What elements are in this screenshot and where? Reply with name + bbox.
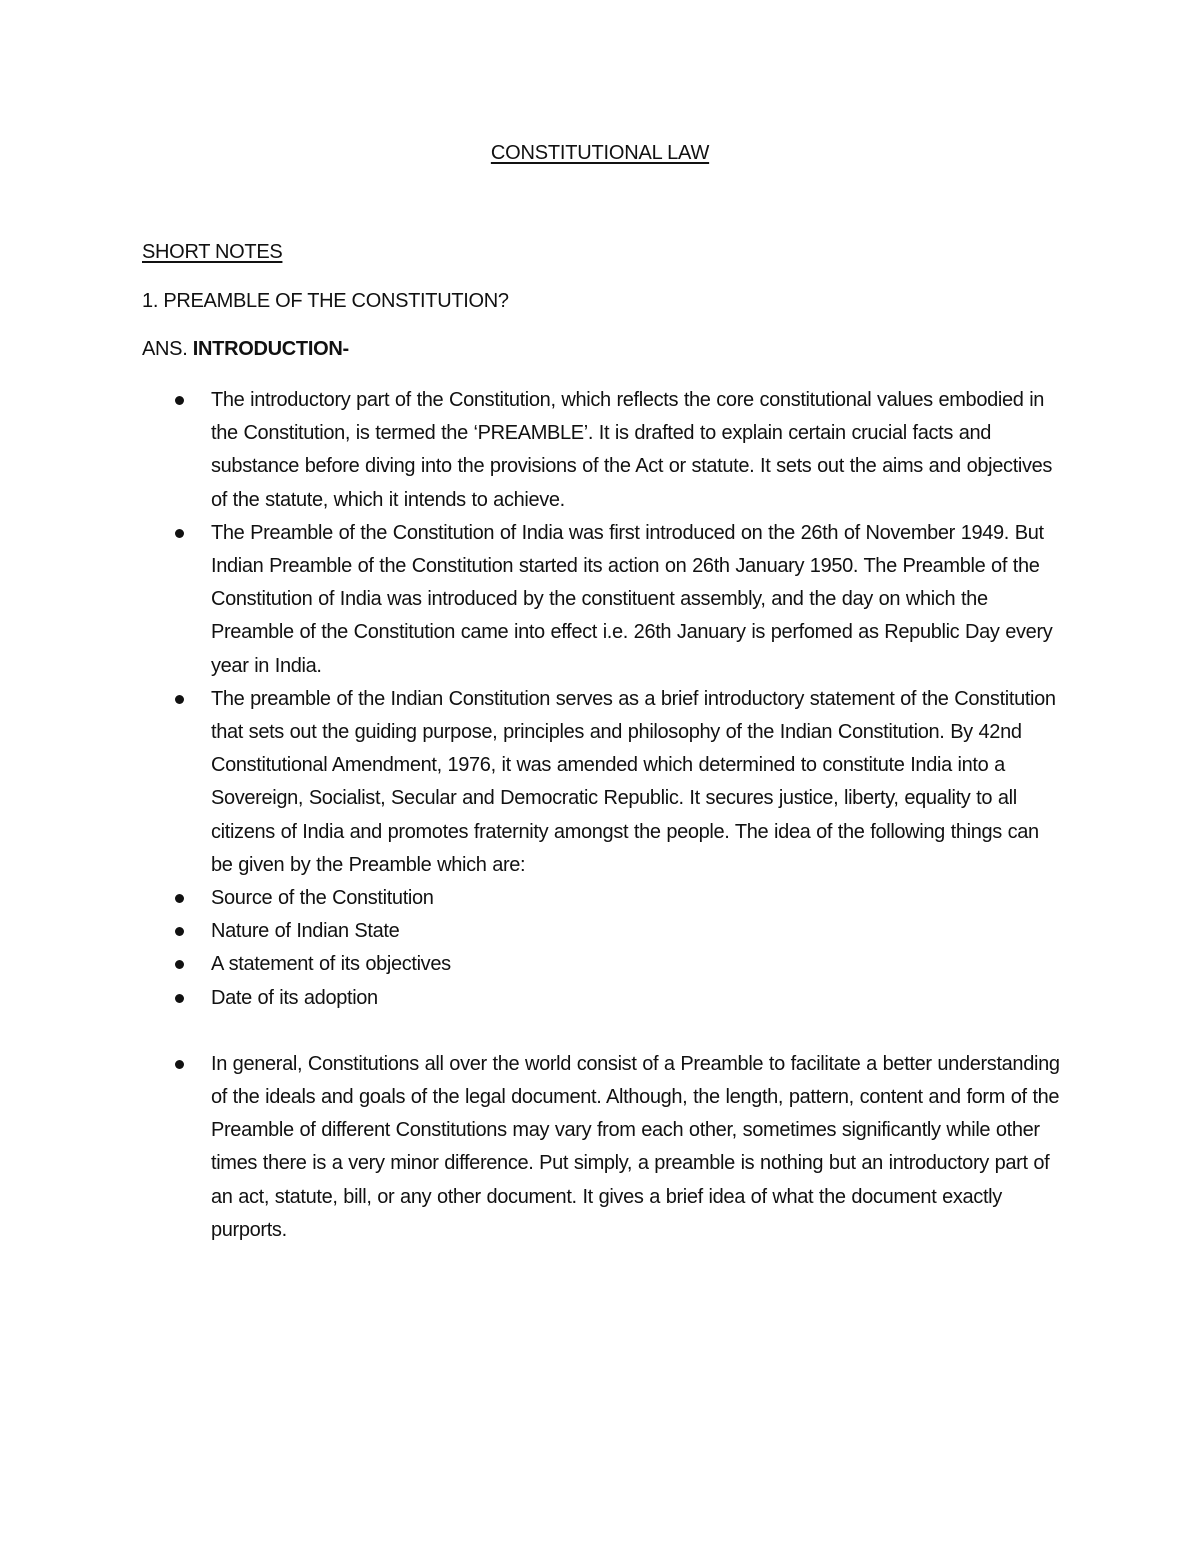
list-item xyxy=(0,882,1200,915)
list-item xyxy=(0,1048,1200,1247)
answer-prefix: ANS. xyxy=(142,338,193,360)
answer-line xyxy=(142,338,349,361)
bullet-icon xyxy=(175,1060,184,1069)
list-item xyxy=(0,948,1200,981)
answer-heading: INTRODUCTION- xyxy=(192,338,349,360)
paragraph-spacer xyxy=(0,1015,1200,1048)
list-item-text: The Preamble of the Constitution of India was first introduced on the 26th of November 1949. But Indian Preamble of the Constitution started its action on 26th January 1950. The Preamble of the Constitution of India was introduced by the constituent assembly, and the day on which the Preamble of the Constitution came into effect i.e. 26th January is perfomed as Republic Day every year in India. xyxy=(211,521,1053,677)
list-item-text: The preamble of the Indian Constitution serves as a brief introductory statement of the Constitution that sets out the guiding purpose, principles and philosophy of the Indian Constitution. By 42nd Constitutional Amendment, 1976, it was amended which determined to constitute India into a Sovereign, Socialist, Secular and Democratic Republic. It secures justice, liberty, equality to all citizens of India and promotes fraternity amongst the people. The idea of the following things can be given by the Preamble which are: xyxy=(211,687,1056,876)
bullet-list xyxy=(0,384,1200,1247)
list-item-text: The introductory part of the Constitution, which reflects the core constitutional values embodied in the Constitution, is termed the ‘PREAMBLE’. It is drafted to explain certain crucial facts and substance before diving into the provisions of the Act or statute. It sets out the aims and objectives of the statute, which it intends to achieve. xyxy=(211,389,1053,511)
document-title: CONSTITUTIONAL LAW xyxy=(490,142,710,164)
list-item xyxy=(0,683,1200,882)
list-item-text: In general, Constitutions all over the world consist of a Preamble to facilitate a better understanding of the ideals and goals of the legal document. Although, the length, pattern, content and form of the Preamble of different Constitutions may vary from each other, sometimes significantly while other times there is a very minor difference. Put simply, a preamble is nothing but an introductory part of an act, statute, bill, or any other document. It gives a brief idea of what the document exactly purports. xyxy=(211,1052,1060,1241)
bullet-icon xyxy=(175,994,184,1003)
bullet-icon xyxy=(175,529,184,538)
bullet-icon xyxy=(175,927,184,936)
bullet-icon xyxy=(175,894,184,903)
list-item xyxy=(0,384,1200,517)
question-heading: 1. PREAMBLE OF THE CONSTITUTION? xyxy=(142,290,509,312)
list-item-text: Nature of Indian State xyxy=(211,920,400,943)
list-item xyxy=(0,982,1200,1015)
list-item xyxy=(0,517,1200,683)
bullet-icon xyxy=(175,960,184,969)
list-item xyxy=(0,915,1200,948)
section-heading: SHORT NOTES xyxy=(142,241,283,263)
bullet-icon xyxy=(175,695,184,704)
list-item-text: Date of its adoption xyxy=(211,986,378,1009)
list-item-text: Source of the Constitution xyxy=(211,887,434,910)
bullet-icon xyxy=(175,396,184,405)
list-item-text: A statement of its objectives xyxy=(211,953,451,976)
